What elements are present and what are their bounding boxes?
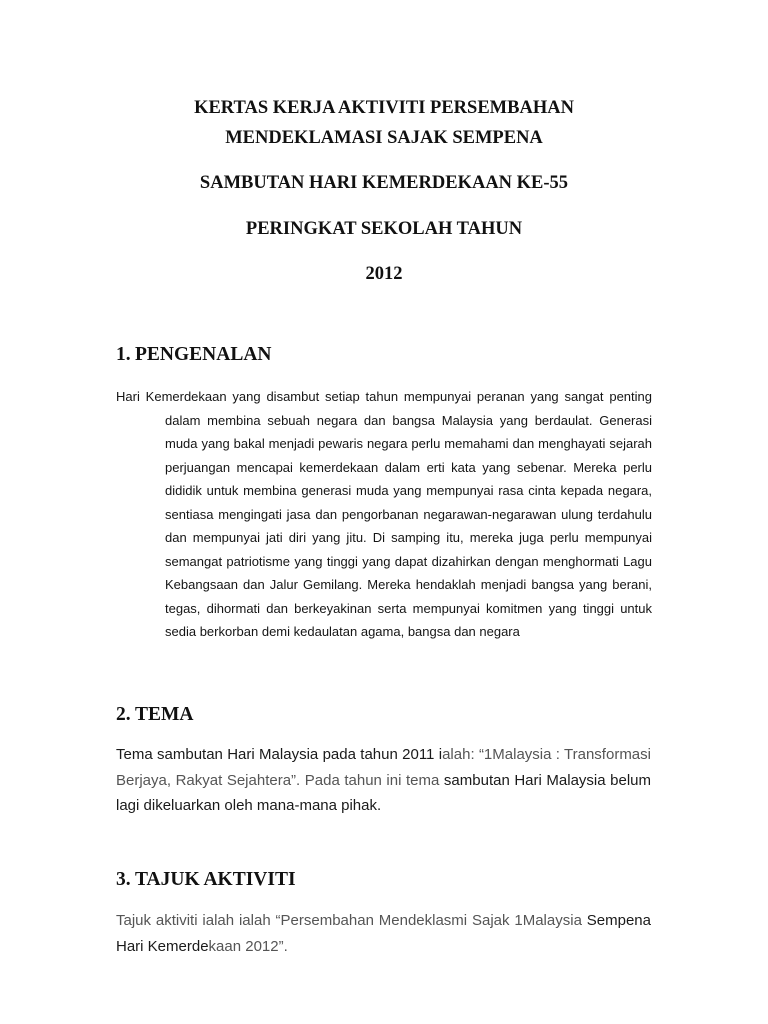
document-title-line-1: KERTAS KERJA AKTIVITI PERSEMBAHAN [194,98,574,118]
section-number: 1. [116,344,131,365]
tajuk-text-part-2: Sempena Hari Kemerde [116,912,651,955]
tema-text-part-3: sambutan Hari Malaysia belum lagi dikeluarkan oleh mana-mana pihak. [116,771,652,814]
tema-text-part-2: alah: “1Malaysia : Transformasi Berjaya, Rakyat Sejahtera”. Pada tahun ini tema [116,746,651,789]
section-paragraph-tema [116,742,651,819]
section-number: 2. [116,704,131,725]
document-title-year: 2012 [365,264,403,284]
section-paragraph-pengenalan: Hari Kemerdekaan yang disambut setiap tahun mempunyai peranan yang sangat penting dalam membina sebuah negara dan bangsa Malaysia yang berdaulat. Generasi muda yang bakal menjadi pewaris negara perlu memahami dan menghayati sejarah perjuangan mencapai kemerdekaan dalam erti kata yang sebenar. Mereka perlu dididik untuk membina generasi muda yang mempunyai rasa cinta kepada negara, sentiasa mengingati jasa dan pengorbanan negarawan-negarawan ulung terdahulu dan mempunyai jati diri yang jitu. Di samping itu, mereka juga perlu mempunyai semangat patriotisme yang tinggi yang dapat dizahirkan dengan menghormati Lagu Kebangsaan dan Jalur Gemilang. Mereka hendaklah menjadi bangsa yang berani, tegas, dihormati dan berkeyakinan serta mempunyai komitmen yang tinggi untuk sedia berkorban demi kedaulatan agama, bangsa dan negara [116,389,652,639]
tajuk-text-part-3: kaan 2012”. [208,938,288,955]
section-heading-text: PENGENALAN [135,344,272,365]
section-number: 3. [116,869,131,890]
section-heading-pengenalan [116,342,272,368]
section-heading-tema [116,702,194,728]
section-heading-tajuk-aktiviti [116,867,296,893]
section-heading-text: TEMA [135,704,194,725]
section-paragraph-tajuk-aktiviti [116,908,651,960]
document-title-line-3: SAMBUTAN HARI KEMERDEKAAN KE-55 [199,173,569,193]
tajuk-text-part-1: Tajuk aktiviti ialah ialah “Persembahan Mendeklasmi Sajak 1Malaysia [116,912,587,929]
section-heading-text: TAJUK AKTIVITI [135,869,296,890]
document-title-line-4: PERINGKAT SEKOLAH TAHUN [245,219,523,239]
document-title-line-2: MENDEKLAMASI SAJAK SEMPENA [225,128,543,148]
tema-text-part-1: Tema sambutan Hari Malaysia pada tahun 2011 i [116,746,443,763]
